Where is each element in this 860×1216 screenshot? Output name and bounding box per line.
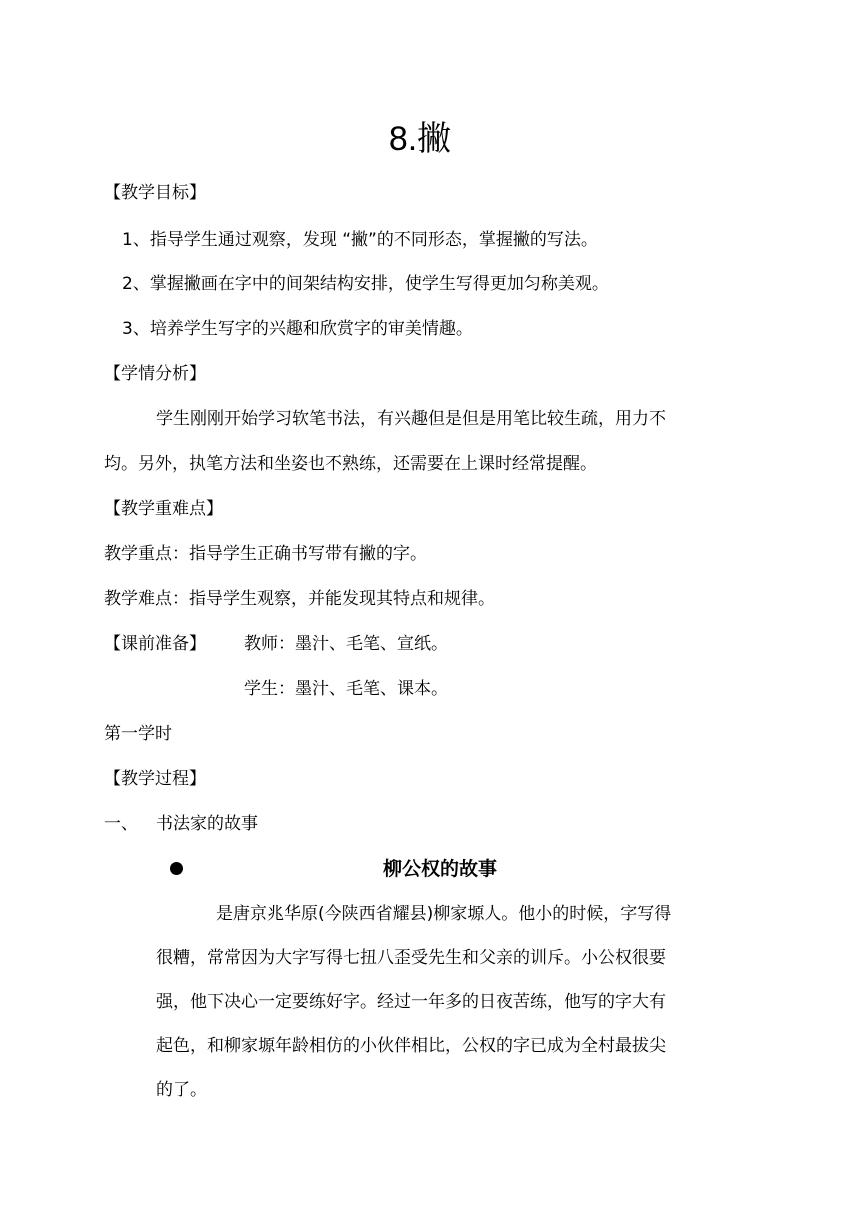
story-line-1: 是唐京兆华原(今陕西省耀县)柳家塬人。他小的时候，字写得 <box>216 904 672 924</box>
objective-item-2: 2、掌握撇画在字中的间架结构安排，使学生写得更加匀称美观。 <box>122 274 609 294</box>
prep-student: 学生：墨汁、毛笔、课本。 <box>244 679 448 699</box>
page-title: 8.撇 <box>388 120 452 158</box>
analysis-line-2: 均。另外，执笔方法和坐姿也不熟练，还需要在上课时经常提醒。 <box>104 454 597 474</box>
lesson-label: 第一学时 <box>104 724 172 744</box>
key-point: 教学重点：指导学生正确书写带有撇的字。 <box>104 544 427 564</box>
objective-item-1: 1、指导学生通过观察，发现 “撇”的不同形态，掌握撇的写法。 <box>122 230 598 250</box>
story-title: 柳公权的故事 <box>382 858 497 880</box>
story-line-3: 强，他下决心一定要练好字。经过一年多的日夜苦练，他写的字大有 <box>156 992 666 1012</box>
prep-teacher: 教师：墨汁、毛笔、宣纸。 <box>244 634 448 654</box>
analysis-heading: 【学情分析】 <box>104 364 206 384</box>
story-line-4: 起色，和柳家塬年龄相仿的小伙伴相比，公权的字已成为全村最拔尖 <box>156 1036 666 1056</box>
keypoints-heading: 【教学重难点】 <box>104 499 223 519</box>
step-title: 书法家的故事 <box>156 814 258 834</box>
difficult-point: 教学难点：指导学生观察，并能发现其特点和规律。 <box>104 589 495 609</box>
prep-heading: 【课前准备】 <box>104 634 206 654</box>
step-number: 一、 <box>104 814 138 834</box>
process-heading: 【教学过程】 <box>104 769 206 789</box>
analysis-line-1: 学生刚刚开始学习软笔书法，有兴趣但是但是用笔比较生疏，用力不 <box>156 409 666 429</box>
story-line-5: 的了。 <box>156 1080 207 1100</box>
story-line-2: 很糟，常常因为大字写得七扭八歪受先生和父亲的训斥。小公权很要 <box>156 948 666 968</box>
objective-item-3: 3、培养学生写字的兴趣和欣赏字的审美情趣。 <box>122 319 473 339</box>
objectives-heading: 【教学目标】 <box>104 183 206 203</box>
bullet-icon <box>170 862 183 875</box>
